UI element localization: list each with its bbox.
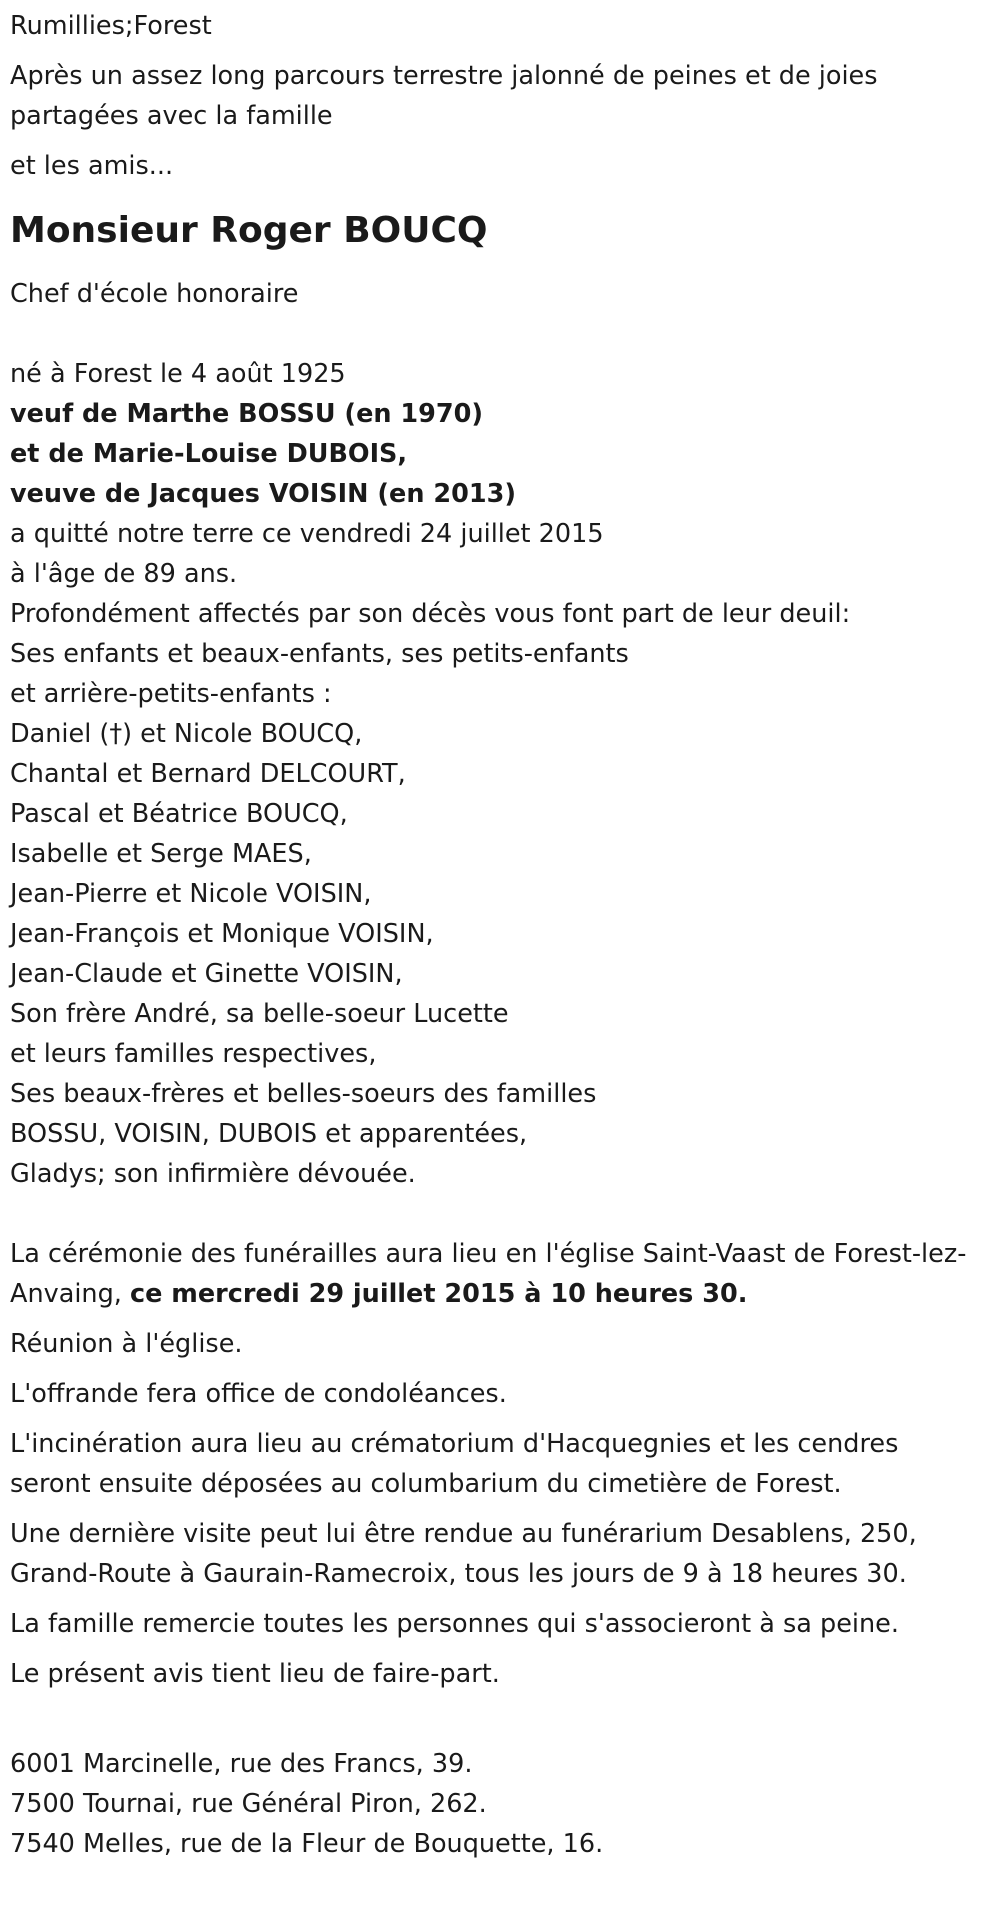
family-line: Jean-Claude et Ginette VOISIN, [10,959,403,989]
family-line: Isabelle et Serge MAES, [10,839,312,869]
note-paragraph: Le présent avis tient lieu de faire-part. [10,1659,500,1689]
ceremony-paragraph [10,1234,970,1314]
note-paragraph: La famille remercie toutes les personnes qui s'associeront à sa peine. [10,1609,899,1639]
note-paragraph: L'offrande fera office de condoléances. [10,1379,507,1409]
ceremony-text: La cérémonie des funérailles aura lieu en l'église Saint-Vaast de Forest-lez-Anvaing, [10,1239,967,1309]
birth-line: né à Forest le 4 août 1925 [10,359,346,389]
family-line: Pascal et Béatrice BOUCQ, [10,799,348,829]
family-line: Jean-François et Monique VOISIN, [10,919,434,949]
deceased-name: Monsieur Roger BOUCQ [10,210,488,251]
widower-line-1: veuf de Marthe BOSSU (en 1970) [10,399,484,429]
note-paragraph: L'incinération aura lieu au crématorium d'Hacquegnies et les cendres seront ensuite déposées au columbarium du cimetière de Forest. [10,1429,899,1499]
widow-of-line: veuve de Jacques VOISIN (en 2013) [10,479,516,509]
family-line: Chantal et Bernard DELCOURT, [10,759,406,789]
location-header: Rumillies;Forest [10,11,212,41]
widower-line-2: et de Marie-Louise DUBOIS, [10,439,408,469]
family-list [10,634,990,1194]
age-line: à l'âge de 89 ans. [10,559,238,589]
deceased-title: Chef d'école honoraire [10,279,299,309]
family-line: Daniel (†) et Nicole BOUCQ, [10,719,363,749]
family-line: Gladys; son infirmière dévouée. [10,1159,416,1189]
note-paragraph: Une dernière visite peut lui être rendue au funérarium Desablens, 250, Grand-Route à Gaurain-Ramecroix, tous les jours de 9 à 18 heures 30. [10,1519,917,1589]
family-line: Ses enfants et beaux-enfants, ses petits-enfants [10,639,629,669]
family-line: BOSSU, VOISIN, DUBOIS et apparentées, [10,1119,528,1149]
family-line: Jean-Pierre et Nicole VOISIN, [10,879,372,909]
address-list [10,1744,990,1864]
address-line: 7500 Tournai, rue Général Piron, 262. [10,1789,487,1819]
intro-text: Après un assez long parcours terrestre jalonné de peines et de joies partagées avec la famille [10,61,878,131]
address-line: 6001 Marcinelle, rue des Francs, 39. [10,1749,473,1779]
intro-text-end: et les amis... [10,151,174,181]
family-line: Ses beaux-frères et belles-soeurs des familles [10,1079,597,1109]
family-line: et leurs familles respectives, [10,1039,377,1069]
family-line: et arrière-petits-enfants : [10,679,332,709]
note-paragraph: Réunion à l'église. [10,1329,243,1359]
address-line: 7540 Melles, rue de la Fleur de Bouquette, 16. [10,1829,604,1859]
announce-line: Profondément affectés par son décès vous font part de leur deuil: [10,599,851,629]
family-line: Son frère André, sa belle-soeur Lucette [10,999,509,1029]
ceremony-date: ce mercredi 29 juillet 2015 à 10 heures 30. [129,1279,748,1309]
passed-line: a quitté notre terre ce vendredi 24 juillet 2015 [10,519,604,549]
